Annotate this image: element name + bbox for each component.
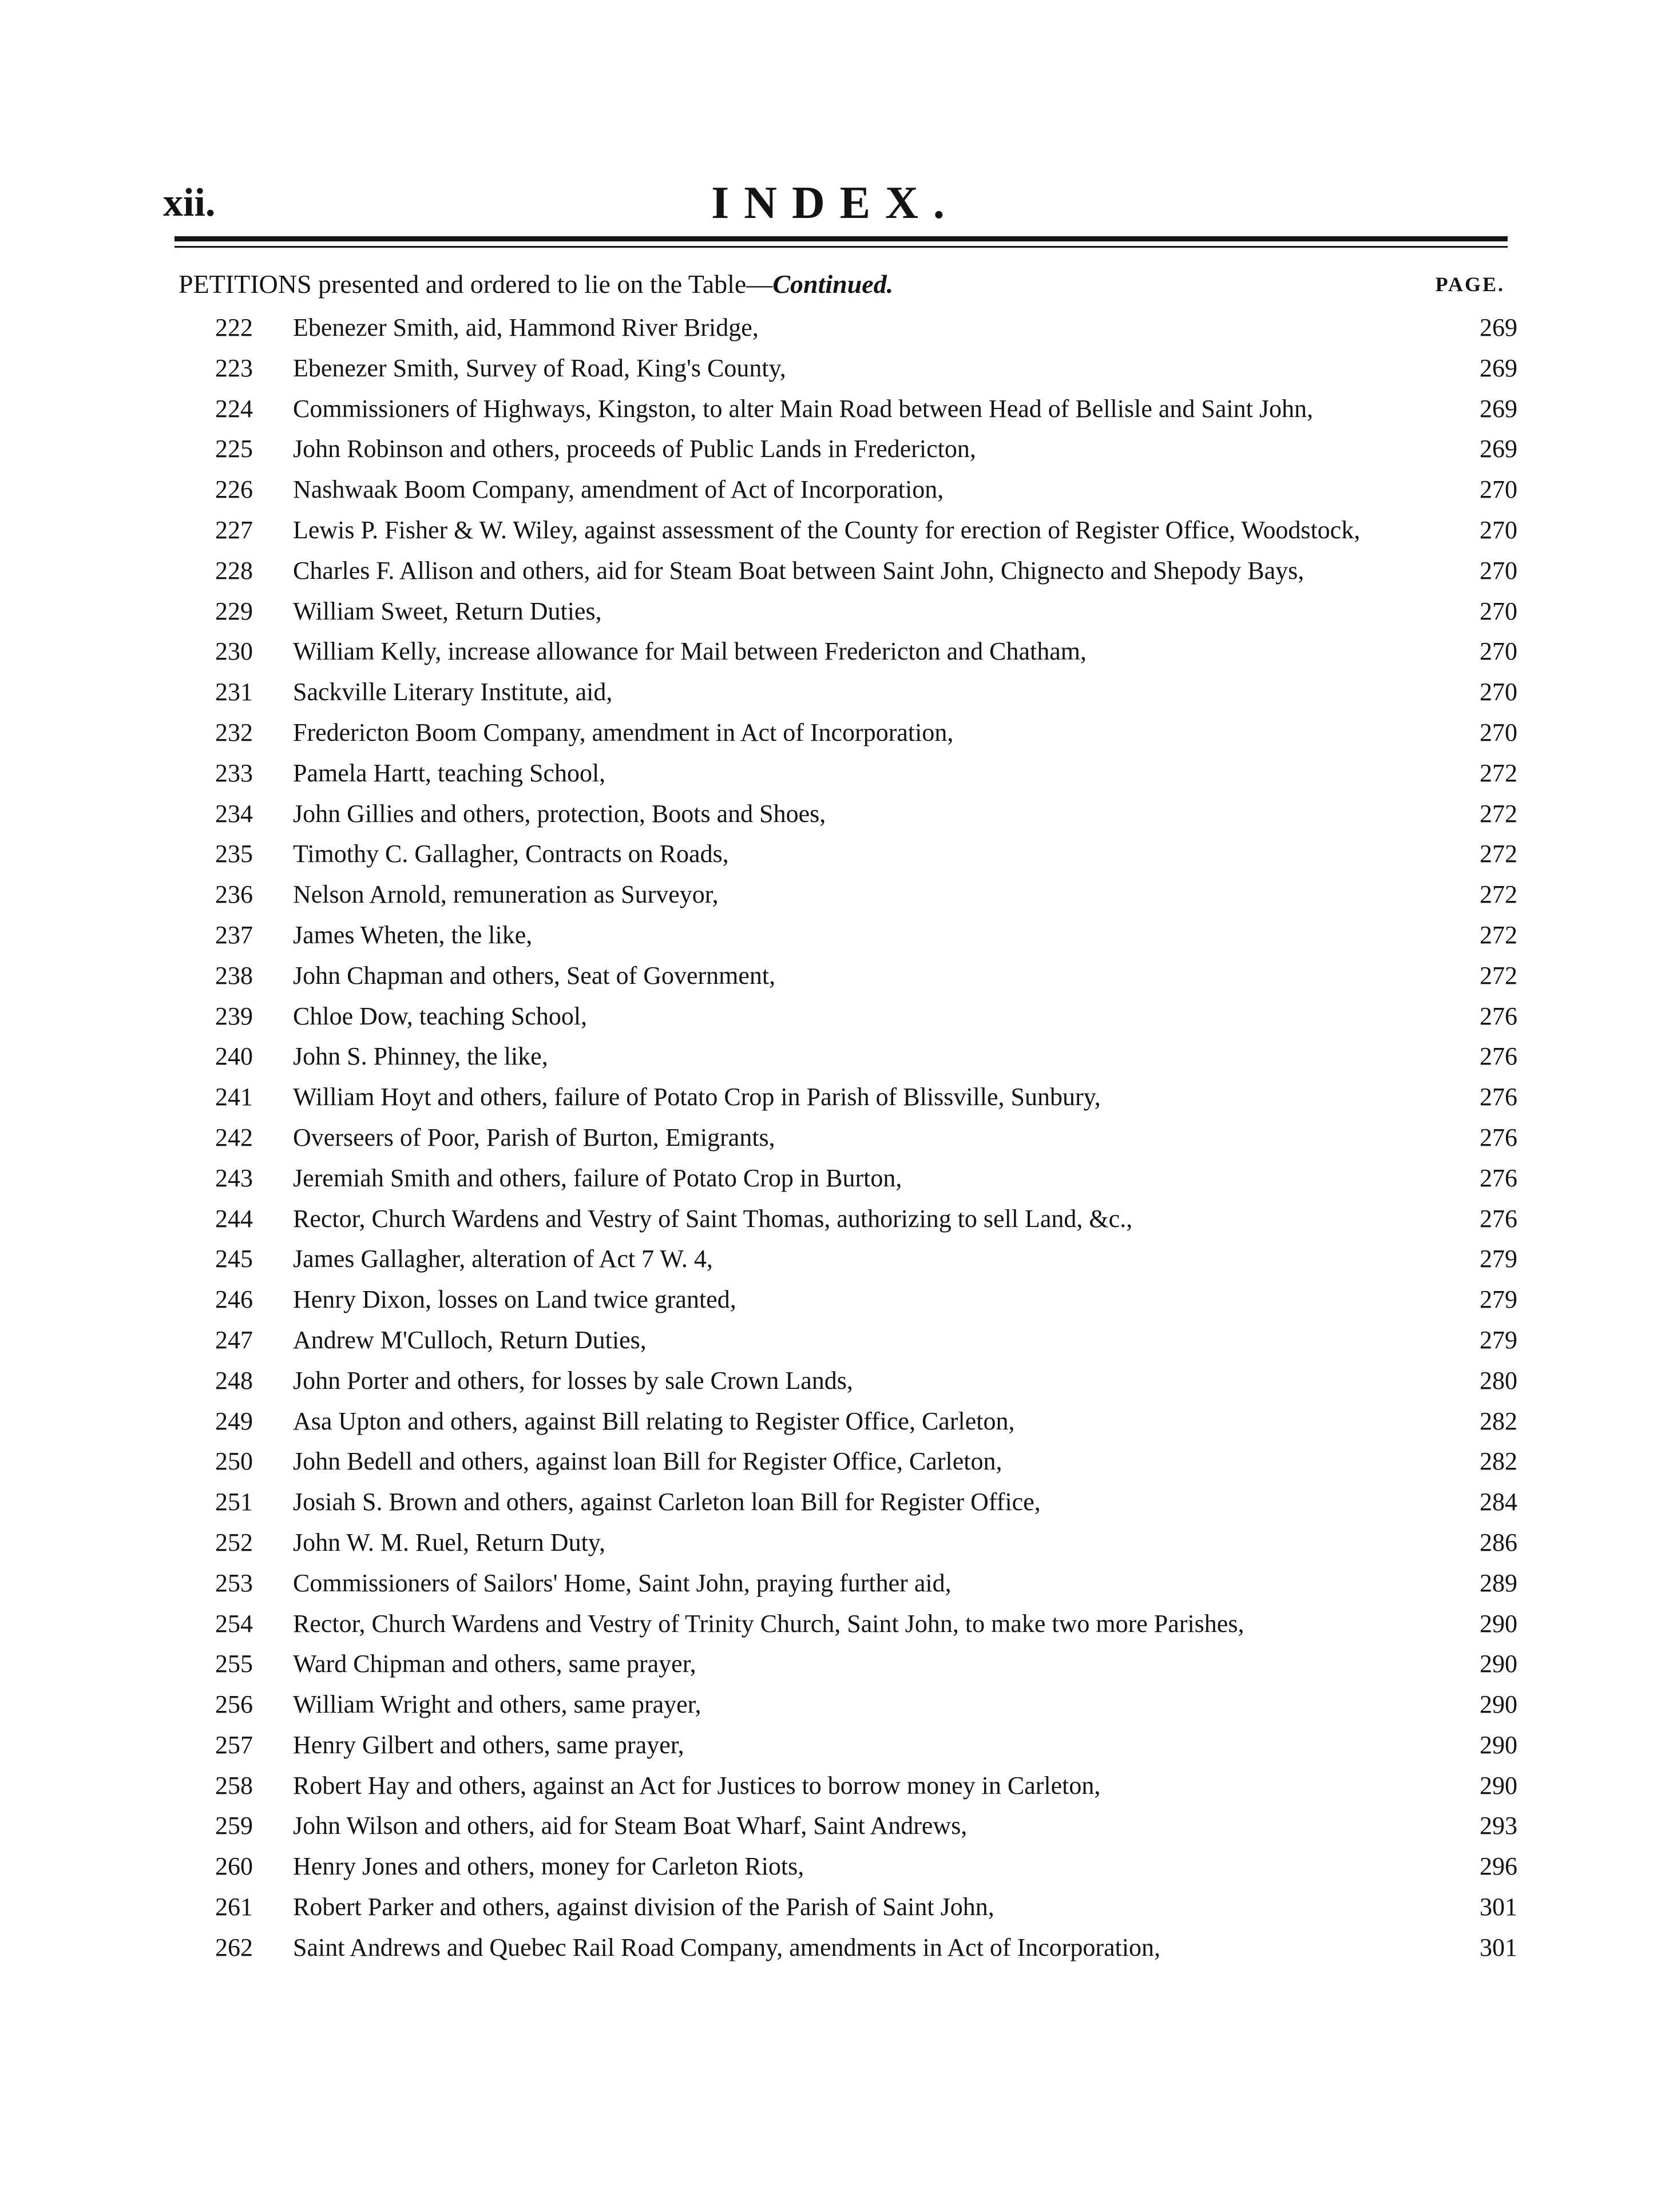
page-title: INDEX.: [711, 178, 960, 228]
index-entry: [179, 1199, 1517, 1240]
entry-number: 241: [215, 1083, 253, 1111]
entry-number: 257: [215, 1730, 253, 1759]
entry-text: James Gallagher, alteration of Act 7 W. 4,: [293, 1245, 713, 1273]
entry-number: 238: [215, 961, 253, 990]
index-entry: [179, 1118, 1517, 1158]
entry-page: 272: [1480, 880, 1517, 909]
entry-number: 231: [215, 678, 253, 706]
index-entry: [179, 591, 1517, 632]
entry-page: 282: [1480, 1447, 1517, 1476]
entry-text: John Porter and others, for losses by sale Crown Lands,: [293, 1366, 853, 1395]
entry-number: 244: [215, 1204, 253, 1233]
entry-text: Josiah S. Brown and others, against Carleton loan Bill for Register Office,: [293, 1488, 1041, 1516]
index-entry: [179, 915, 1517, 956]
index-entry: [179, 956, 1517, 996]
index-entry: [179, 1928, 1517, 1968]
entry-number: 234: [215, 799, 253, 828]
entry-text: John Bedell and others, against loan Bill for Register Office, Carleton,: [293, 1447, 1002, 1476]
entry-text: William Kelly, increase allowance for Mail between Fredericton and Chatham,: [293, 637, 1087, 666]
entry-text: Andrew M'Culloch, Return Duties,: [293, 1325, 647, 1354]
index-entry: [179, 1604, 1517, 1645]
index-entry: [179, 1077, 1517, 1118]
entry-text: Nelson Arnold, remuneration as Surveyor,: [293, 880, 719, 909]
entry-page: 293: [1480, 1812, 1517, 1840]
header-rule-thick: [175, 236, 1508, 241]
entry-text: John S. Phinney, the like,: [293, 1042, 548, 1071]
entry-page: 272: [1480, 840, 1517, 868]
entry-page: 290: [1480, 1730, 1517, 1759]
index-entry: [179, 510, 1517, 551]
index-entry: [179, 1441, 1517, 1482]
entry-text: Fredericton Boom Company, amendment in Act of Incorporation,: [293, 718, 954, 746]
index-entry: [179, 1401, 1517, 1442]
entry-text: Sackville Literary Institute, aid,: [293, 678, 613, 706]
index-entry: [179, 672, 1517, 713]
entry-number: 228: [215, 556, 253, 585]
entry-number: 233: [215, 758, 253, 787]
entry-text: Overseers of Poor, Parish of Burton, Emigrants,: [293, 1123, 775, 1151]
entry-page: 284: [1480, 1488, 1517, 1516]
index-entry: [179, 1523, 1517, 1563]
entry-page: 270: [1480, 556, 1517, 585]
page-column-label: PAGE.: [1435, 273, 1505, 296]
entry-text: John W. M. Ruel, Return Duty,: [293, 1528, 605, 1556]
entry-text: Robert Hay and others, against an Act for Justices to borrow money in Carleton,: [293, 1771, 1101, 1800]
entry-number: 242: [215, 1123, 253, 1151]
entry-number: 252: [215, 1528, 253, 1556]
index-entry: [179, 1806, 1517, 1846]
entry-number: 249: [215, 1407, 253, 1435]
index-entry: [179, 308, 1517, 348]
entry-number: 256: [215, 1690, 253, 1719]
entry-page: 272: [1480, 920, 1517, 949]
page-header: [163, 172, 1508, 235]
entry-page: 270: [1480, 718, 1517, 746]
entry-text: Commissioners of Sailors' Home, Saint John, praying further aid,: [293, 1568, 952, 1597]
entry-page: 276: [1480, 1204, 1517, 1233]
entry-number: 230: [215, 637, 253, 666]
entry-text: Rector, Church Wardens and Vestry of Trinity Church, Saint John, to make two more Parishes,: [293, 1609, 1244, 1638]
index-entry: [179, 1887, 1517, 1928]
index-entry: [179, 1036, 1517, 1077]
entry-number: 260: [215, 1852, 253, 1881]
entry-page: 279: [1480, 1325, 1517, 1354]
entry-number: 229: [215, 597, 253, 625]
index-entry: [179, 1280, 1517, 1320]
entry-text: Ebenezer Smith, Survey of Road, King's County,: [293, 354, 786, 382]
index-entry: [179, 1239, 1517, 1280]
entry-number: 262: [215, 1933, 253, 1961]
entry-text: Rector, Church Wardens and Vestry of Saint Thomas, authorizing to sell Land, &c.,: [293, 1204, 1133, 1233]
entry-page: 276: [1480, 1002, 1517, 1030]
entry-number: 224: [215, 394, 253, 423]
index-entry: [179, 1725, 1517, 1766]
entry-page: 270: [1480, 475, 1517, 504]
index-entry: [179, 1563, 1517, 1604]
entry-page: 301: [1480, 1893, 1517, 1921]
index-entry: [179, 1158, 1517, 1199]
entry-page: 276: [1480, 1163, 1517, 1192]
entry-page: 270: [1480, 637, 1517, 666]
section-heading: [179, 264, 1517, 304]
entry-page: 270: [1480, 515, 1517, 544]
entry-page: 289: [1480, 1568, 1517, 1597]
entry-page: 276: [1480, 1042, 1517, 1071]
entry-text: Henry Jones and others, money for Carleton Riots,: [293, 1852, 804, 1881]
entry-number: 227: [215, 515, 253, 544]
entry-number: 259: [215, 1812, 253, 1840]
entry-number: 225: [215, 435, 253, 463]
entry-text: John Robinson and others, proceeds of Public Lands in Fredericton,: [293, 435, 976, 463]
entry-text: John Wilson and others, aid for Steam Boat Wharf, Saint Andrews,: [293, 1812, 968, 1840]
index-entry: [179, 1361, 1517, 1401]
entry-page: 290: [1480, 1690, 1517, 1719]
entry-text: William Wright and others, same prayer,: [293, 1690, 701, 1719]
index-entries: [179, 308, 1517, 1968]
entry-page: 270: [1480, 678, 1517, 706]
entry-page: 269: [1480, 394, 1517, 423]
entry-text: Henry Gilbert and others, same prayer,: [293, 1730, 684, 1759]
entry-text: John Chapman and others, Seat of Government,: [293, 961, 776, 990]
entry-number: 239: [215, 1002, 253, 1030]
entry-text: Ebenezer Smith, aid, Hammond River Bridge,: [293, 313, 759, 341]
index-entry: [179, 1766, 1517, 1806]
index-entry: [179, 1685, 1517, 1725]
entry-text: Charles F. Allison and others, aid for Steam Boat between Saint John, Chignecto and Shepody Bays,: [293, 556, 1305, 585]
index-entry: [179, 551, 1517, 591]
entry-page: 290: [1480, 1609, 1517, 1638]
index-entry: [179, 794, 1517, 835]
entry-page: 272: [1480, 758, 1517, 787]
entry-text: William Hoyt and others, failure of Potato Crop in Parish of Blissville, Sunbury,: [293, 1083, 1101, 1111]
entry-number: 246: [215, 1285, 253, 1314]
entry-page: 290: [1480, 1771, 1517, 1800]
header-rule-thin: [175, 246, 1508, 248]
entry-text: Henry Dixon, losses on Land twice granted,: [293, 1285, 736, 1314]
entry-number: 258: [215, 1771, 253, 1800]
entry-number: 235: [215, 840, 253, 868]
entry-page: 269: [1480, 354, 1517, 382]
entry-text: William Sweet, Return Duties,: [293, 597, 602, 625]
entry-page: 301: [1480, 1933, 1517, 1961]
entry-number: 254: [215, 1609, 253, 1638]
entry-text: Lewis P. Fisher & W. Wiley, against assessment of the County for erection of Register Office, Woodstock,: [293, 515, 1361, 544]
entry-number: 236: [215, 880, 253, 909]
entry-page: 282: [1480, 1407, 1517, 1435]
entry-text: James Wheten, the like,: [293, 920, 533, 949]
index-entry: [179, 1644, 1517, 1685]
entry-number: 223: [215, 354, 253, 382]
index-entry: [179, 470, 1517, 510]
index-entry: [179, 389, 1517, 430]
entry-page: 270: [1480, 597, 1517, 625]
entry-number: 253: [215, 1568, 253, 1597]
entry-page: 279: [1480, 1245, 1517, 1273]
entry-number: 250: [215, 1447, 253, 1476]
entry-page: 269: [1480, 313, 1517, 341]
entry-text: Jeremiah Smith and others, failure of Potato Crop in Burton,: [293, 1163, 902, 1192]
index-entry: [179, 1846, 1517, 1887]
entry-text: Chloe Dow, teaching School,: [293, 1002, 588, 1030]
entry-number: 255: [215, 1650, 253, 1678]
entry-text: Nashwaak Boom Company, amendment of Act of Incorporation,: [293, 475, 944, 504]
index-entry: [179, 753, 1517, 794]
entry-number: 248: [215, 1366, 253, 1395]
index-entry: [179, 1482, 1517, 1523]
entry-page: 272: [1480, 961, 1517, 990]
page-number: xii.: [163, 181, 216, 225]
entry-text: Commissioners of Highways, Kingston, to alter Main Road between Head of Bellisle and Saint John,: [293, 394, 1313, 423]
entry-text: Saint Andrews and Quebec Rail Road Company, amendments in Act of Incorporation,: [293, 1933, 1161, 1961]
index-entry: [179, 1320, 1517, 1361]
entry-page: 286: [1480, 1528, 1517, 1556]
entry-number: 245: [215, 1245, 253, 1273]
section-continued: Continued.: [772, 269, 894, 299]
entry-text: Timothy C. Gallagher, Contracts on Roads,: [293, 840, 729, 868]
entry-text: John Gillies and others, protection, Boots and Shoes,: [293, 799, 826, 828]
entry-text: Pamela Hartt, teaching School,: [293, 758, 606, 787]
entry-page: 276: [1480, 1123, 1517, 1151]
section-title: PETITIONS presented and ordered to lie on the Table—: [179, 269, 773, 299]
entry-number: 251: [215, 1488, 253, 1516]
entry-page: 276: [1480, 1083, 1517, 1111]
index-entry: [179, 632, 1517, 672]
entry-page: 290: [1480, 1650, 1517, 1678]
entry-number: 247: [215, 1325, 253, 1354]
entry-page: 280: [1480, 1366, 1517, 1395]
entry-number: 237: [215, 920, 253, 949]
entry-number: 243: [215, 1163, 253, 1192]
entry-text: Ward Chipman and others, same prayer,: [293, 1650, 696, 1678]
index-entry: [179, 429, 1517, 470]
entry-number: 261: [215, 1893, 253, 1921]
index-entry: [179, 713, 1517, 753]
entry-number: 226: [215, 475, 253, 504]
entry-page: 272: [1480, 799, 1517, 828]
index-entry: [179, 834, 1517, 875]
entry-page: 296: [1480, 1852, 1517, 1881]
index-entry: [179, 996, 1517, 1037]
index-entry: [179, 875, 1517, 915]
entry-number: 232: [215, 718, 253, 746]
index-entry: [179, 348, 1517, 389]
entry-number: 222: [215, 313, 253, 341]
entry-number: 240: [215, 1042, 253, 1071]
entry-page: 279: [1480, 1285, 1517, 1314]
entry-text: Robert Parker and others, against division of the Parish of Saint John,: [293, 1893, 994, 1921]
entry-text: Asa Upton and others, against Bill relating to Register Office, Carleton,: [293, 1407, 1015, 1435]
entry-page: 269: [1480, 435, 1517, 463]
